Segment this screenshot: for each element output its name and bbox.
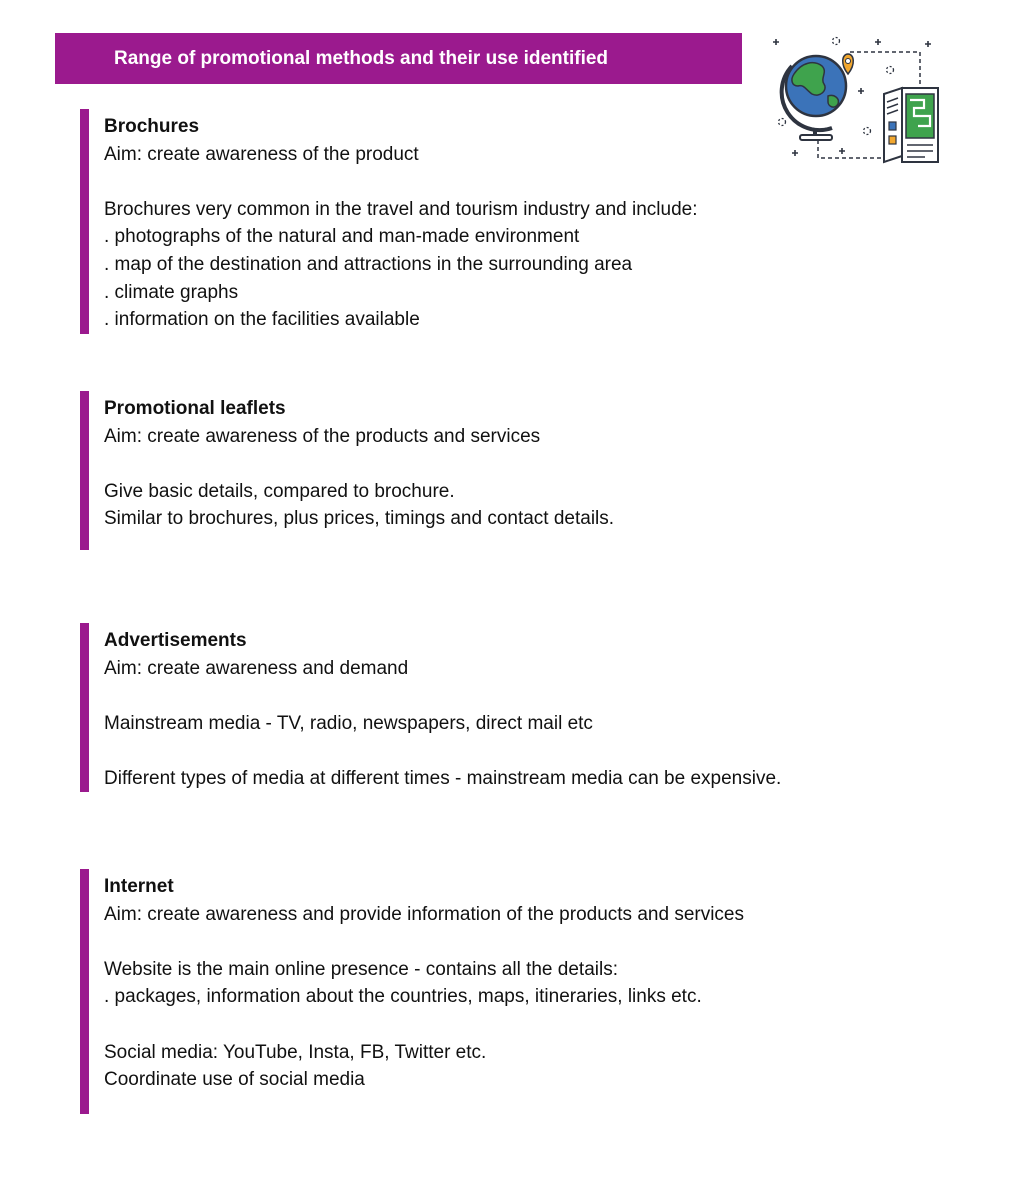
section-accent-bar [80, 391, 89, 550]
bullet-item: . map of the destination and attractions in the surrounding area [104, 253, 633, 275]
section-heading: Promotional leaflets [104, 398, 286, 419]
section-intro: Brochures very common in the travel and tourism industry and include: [104, 198, 698, 220]
section-text: Website is the main online presence - contains all the details: [104, 958, 618, 980]
section-heading: Brochures [104, 116, 200, 137]
section-heading: Advertisements [104, 630, 247, 651]
section-text: Social media: YouTube, Insta, FB, Twitter etc. [104, 1041, 487, 1063]
page-title [55, 33, 742, 84]
section-text: Different types of media at different times - mainstream media can be expensive. [104, 767, 782, 789]
bullet-item: . climate graphs [104, 281, 239, 303]
section-text: Coordinate use of social media [104, 1069, 365, 1091]
section-text: Give basic details, compared to brochure. [104, 480, 455, 502]
section-text: . packages, information about the countries, maps, itineraries, links etc. [104, 986, 702, 1008]
section-heading: Internet [104, 876, 174, 897]
section-accent-bar [80, 109, 89, 334]
section-text: Similar to brochures, plus prices, timings and contact details. [104, 508, 615, 530]
page-title-text: Range of promotional methods and their use identified [114, 47, 609, 69]
section-accent-bar [80, 869, 89, 1114]
bullet-item: . information on the facilities available [104, 309, 420, 331]
section-accent-bar [80, 623, 89, 792]
section-aim: Aim: create awareness and demand [104, 657, 409, 679]
section-aim: Aim: create awareness of the product [104, 143, 419, 165]
section-text: Mainstream media - TV, radio, newspapers, direct mail etc [104, 712, 593, 734]
bullet-item: . photographs of the natural and man-made environment [104, 226, 580, 248]
section-aim: Aim: create awareness of the products and services [104, 425, 541, 447]
section-aim: Aim: create awareness and provide information of the products and services [104, 903, 744, 925]
globe-and-map-icon [770, 32, 942, 168]
